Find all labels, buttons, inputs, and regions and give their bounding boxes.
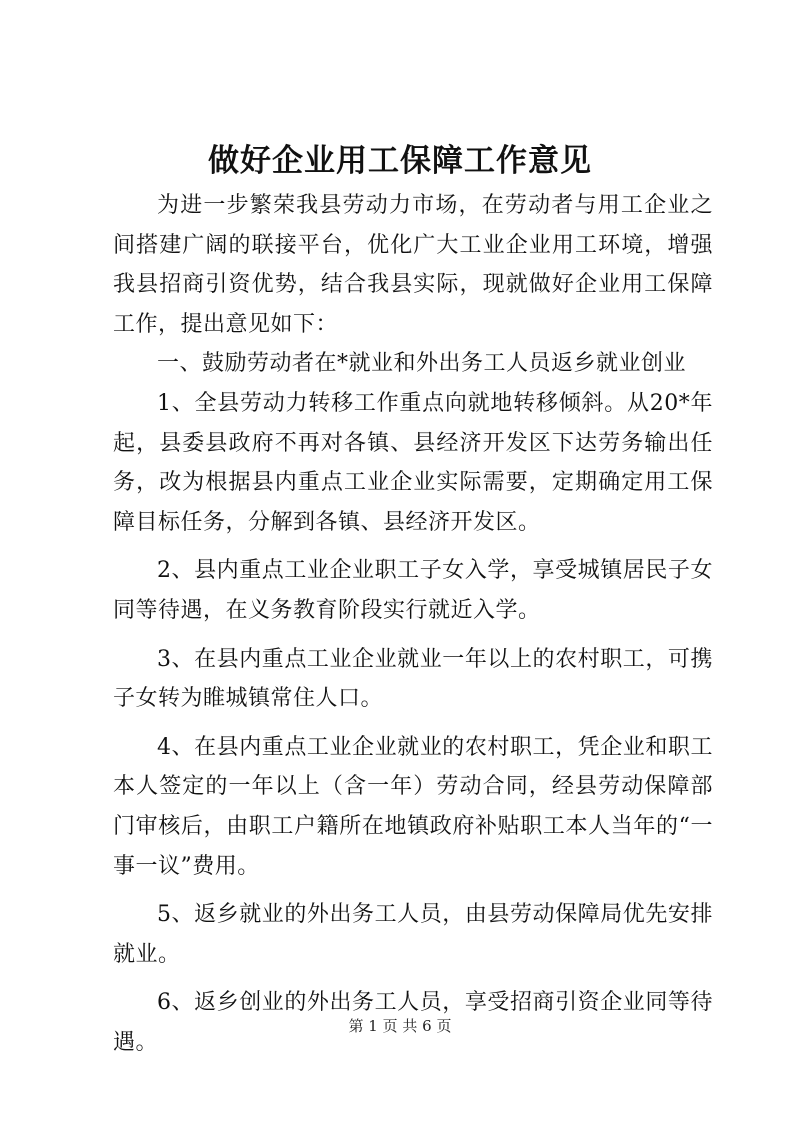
page-footer: 第 1 页 共 6 页 (348, 1017, 452, 1035)
item-paragraph-2: 2、县内重点工业企业职工子女入学，享受城镇居民子女同等待遇，在义务教育阶段实行就近入学。 (113, 558, 713, 623)
item-paragraph-4: 4、在县内重点工业企业就业的农村职工，凭企业和职工本人签定的一年以上（含一年）劳动合同，经县劳动保障部门审核后，由职工户籍所在地镇政府补贴职工本人当年的“一事一议”费用。 (113, 734, 713, 879)
paragraph-spacer (113, 974, 713, 983)
item-paragraph-5: 5、返乡就业的外出务工人员，由县劳动保障局优先安排就业。 (113, 902, 713, 967)
item-paragraph-1: 1、全县劳动力转移工作重点向就地转移倾斜。从20*年起，县委县政府不再对各镇、县经济开发区下达劳务输出任务，改为根据县内重点工业企业实际需要，定期确定用工保障目标任务，分解到各镇、县经济开发区。 (113, 390, 713, 535)
paragraph-spacer (113, 542, 713, 551)
document-title: 做好企业用工保障工作意见 (208, 143, 592, 179)
paragraph-spacer (113, 886, 713, 895)
document-body (113, 186, 713, 1062)
intro-paragraph: 为进一步繁荣我县劳动力市场，在劳动者与用工企业之间搭建广阔的联接平台，优化广大工业企业用工环境，增强我县招商引资优势，结合我县实际，现就做好企业用工保障工作，提出意见如下： (113, 193, 713, 337)
paragraph-spacer (113, 631, 713, 640)
paragraph-spacer (113, 719, 713, 728)
section-heading: 一、鼓励劳动者在*就业和外出务工人员返乡就业创业 (157, 351, 687, 377)
item-paragraph-6: 6、返乡创业的外出务工人员，享受招商引资企业同等待遇。 (113, 990, 713, 1055)
item-paragraph-3: 3、在县内重点工业企业就业一年以上的农村职工，可携子女转为睢城镇常住人口。 (113, 646, 713, 712)
